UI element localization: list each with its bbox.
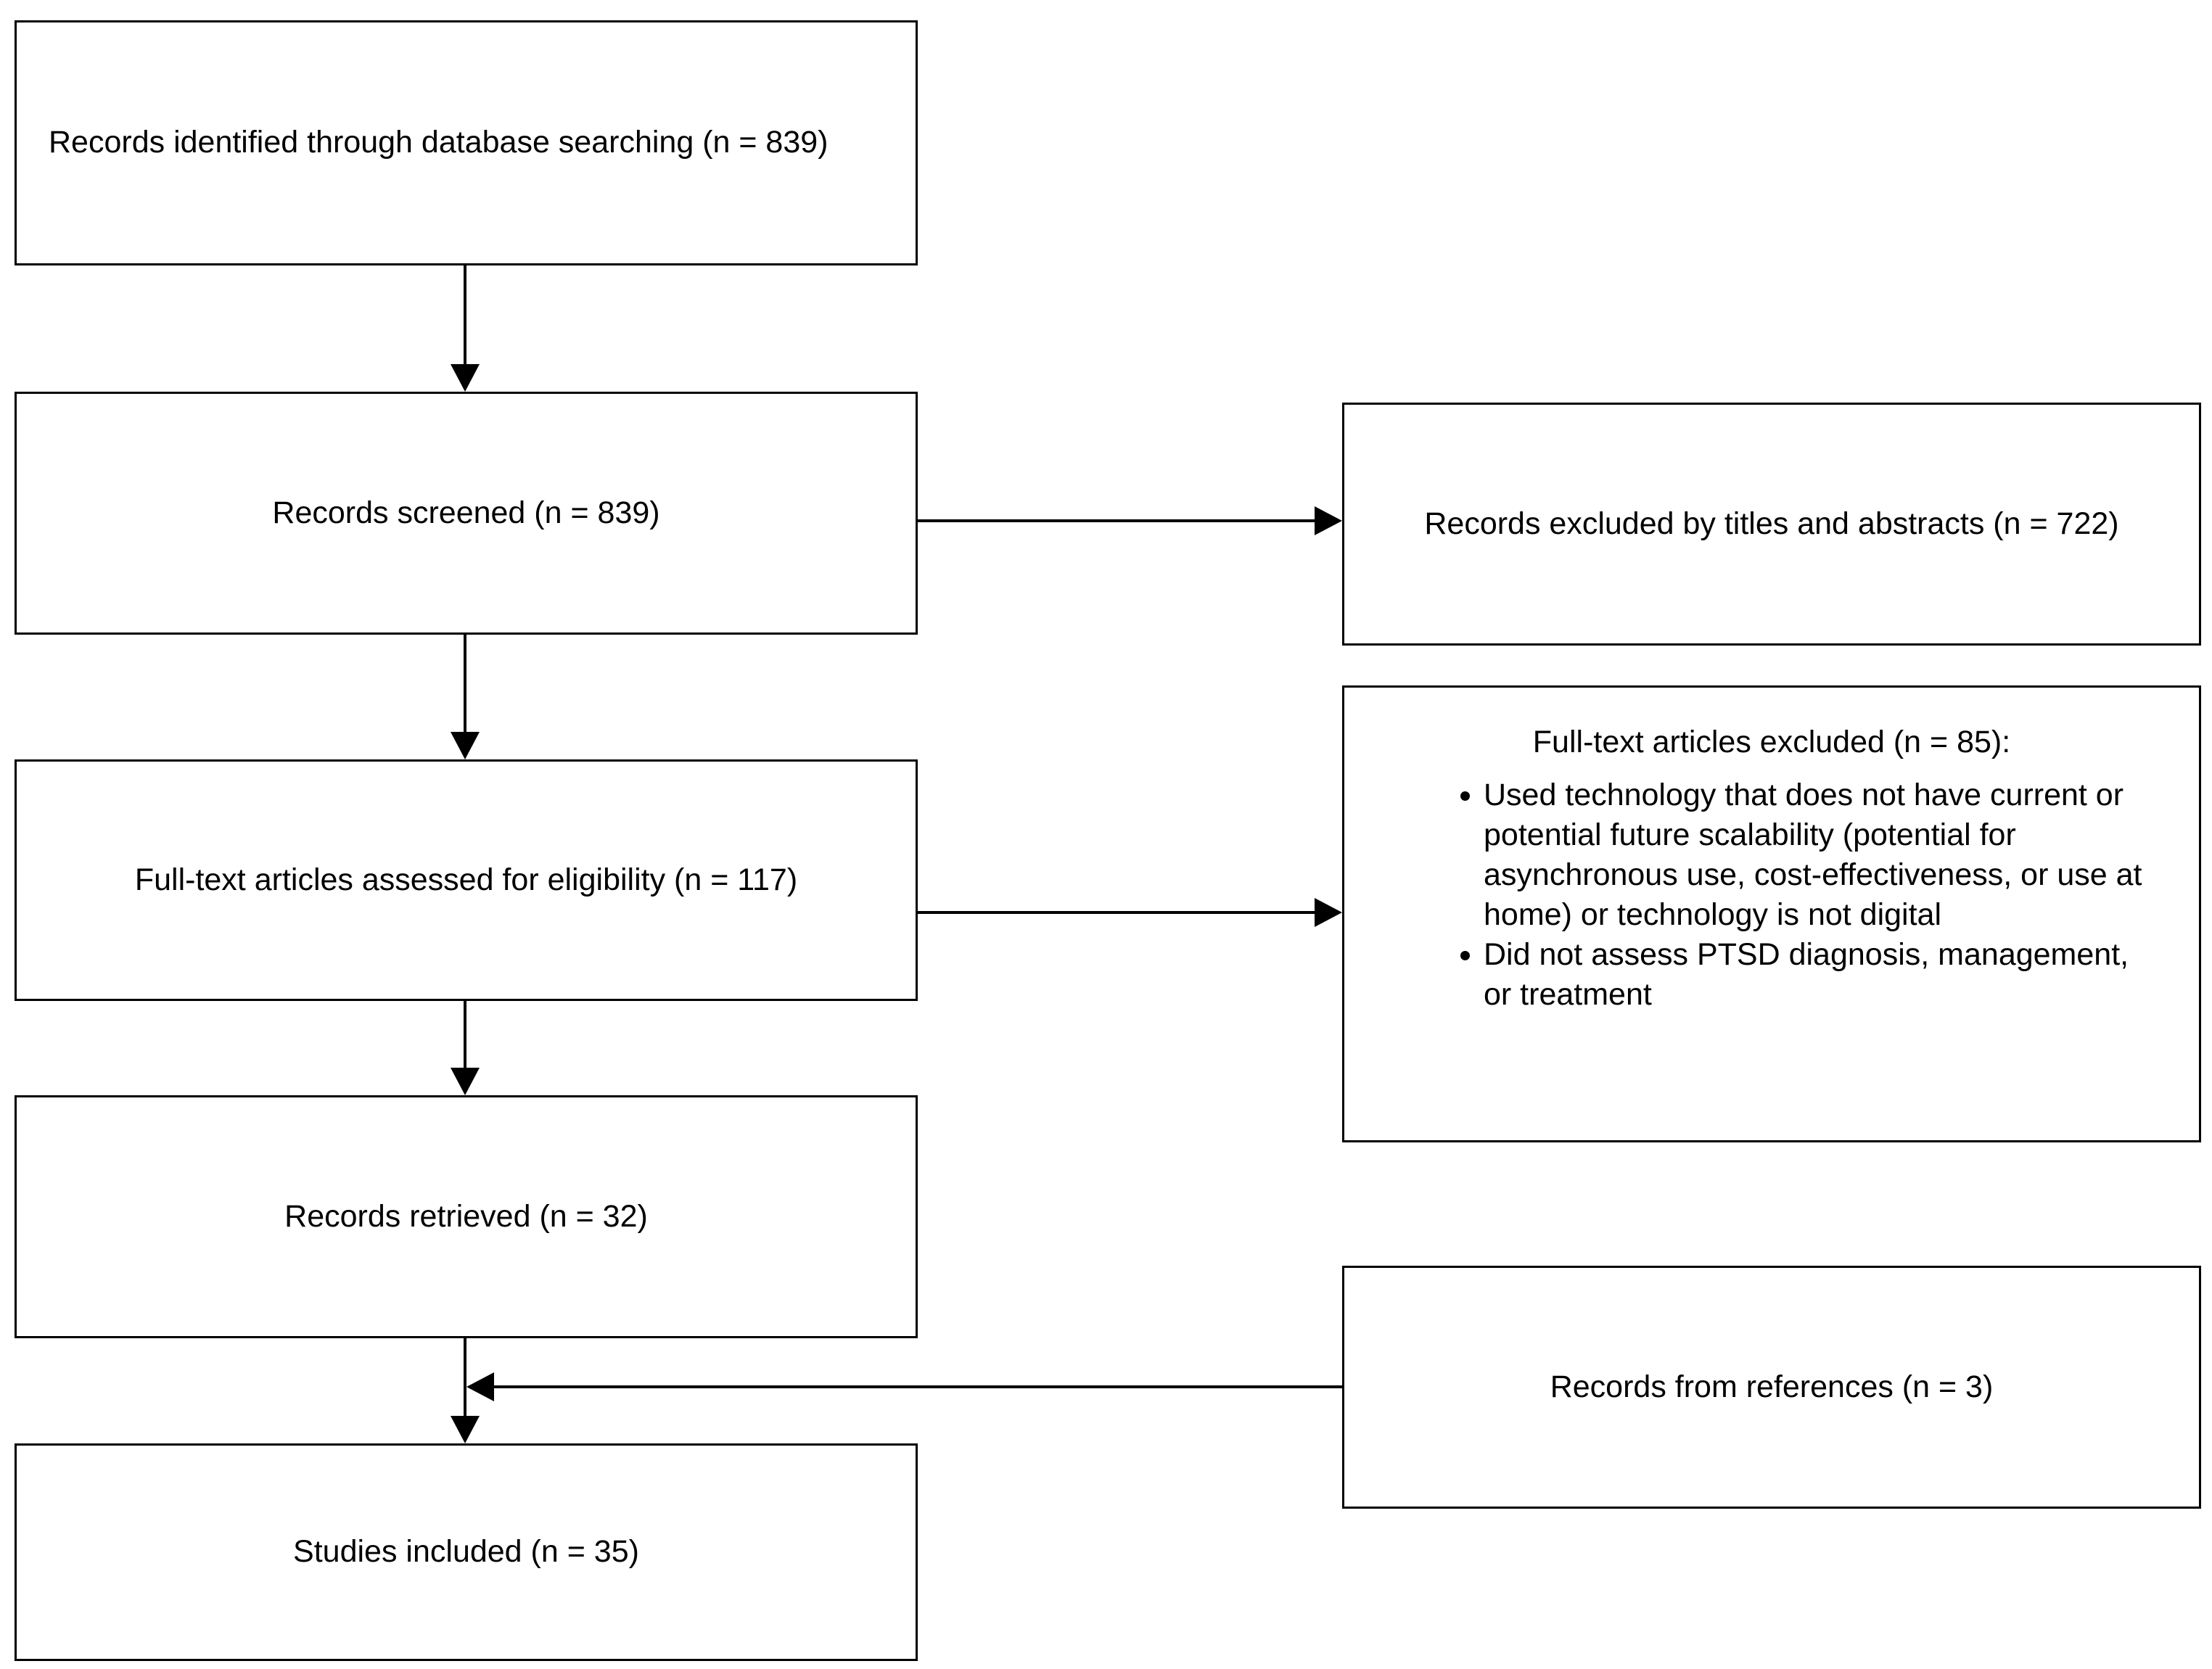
arrow-screened-to-excluded-titles-head-icon (1315, 506, 1342, 535)
bullet-item: • Did not assess PTSD diagnosis, management, or treatment (1484, 935, 2142, 1015)
arrow-references-to-flow-head-icon (466, 1372, 494, 1401)
arrow-screened-to-excluded-titles-line (918, 519, 1316, 522)
box-fulltext-excluded-bullet-list (1446, 775, 2142, 1015)
box-fulltext-assessed-label: Full-text articles assessed for eligibility (n = 117) (134, 862, 798, 897)
arrow-screened-to-eligibility-line (464, 635, 466, 733)
box-fulltext-assessed (15, 759, 918, 1001)
bullet-item: • Used technology that does not have current or potential future scalability (potential for asynchronous use, cost-effectiveness, or use at home) or technology is not digital (1484, 775, 2142, 935)
box-records-identified-label: Records identified through database searching (n = 839) (49, 125, 829, 160)
box-records-retrieved-label: Records retrieved (n = 32) (284, 1198, 648, 1234)
arrow-identified-to-screened-line (464, 265, 466, 367)
box-records-screened-label: Records screened (n = 839) (272, 495, 660, 530)
box-records-excluded-titles-label: Records excluded by titles and abstracts (n = 722) (1424, 506, 2119, 541)
arrow-identified-to-screened-head-icon (451, 364, 480, 392)
box-records-from-references (1342, 1266, 2201, 1509)
arrow-screened-to-eligibility-head-icon (451, 732, 480, 759)
arrow-eligibility-to-fulltext-excluded-line (918, 911, 1316, 914)
box-studies-included-label: Studies included (n = 35) (293, 1534, 639, 1570)
arrow-eligibility-to-fulltext-excluded-head-icon (1315, 898, 1342, 927)
box-fulltext-excluded-title: Full-text articles excluded (n = 85): (1532, 725, 2011, 759)
box-fulltext-excluded (1342, 685, 2201, 1142)
box-records-identified (15, 20, 918, 265)
arrow-retrieved-to-included-head-icon (451, 1416, 480, 1443)
box-records-from-references-label: Records from references (n = 3) (1550, 1369, 1994, 1404)
box-records-retrieved (15, 1095, 918, 1338)
box-studies-included (15, 1443, 918, 1661)
arrow-eligibility-to-retrieved-line (464, 1001, 466, 1069)
box-records-excluded-titles (1342, 403, 2201, 646)
arrow-eligibility-to-retrieved-head-icon (451, 1068, 480, 1095)
box-records-screened (15, 392, 918, 635)
arrow-references-to-flow-line (493, 1385, 1342, 1388)
